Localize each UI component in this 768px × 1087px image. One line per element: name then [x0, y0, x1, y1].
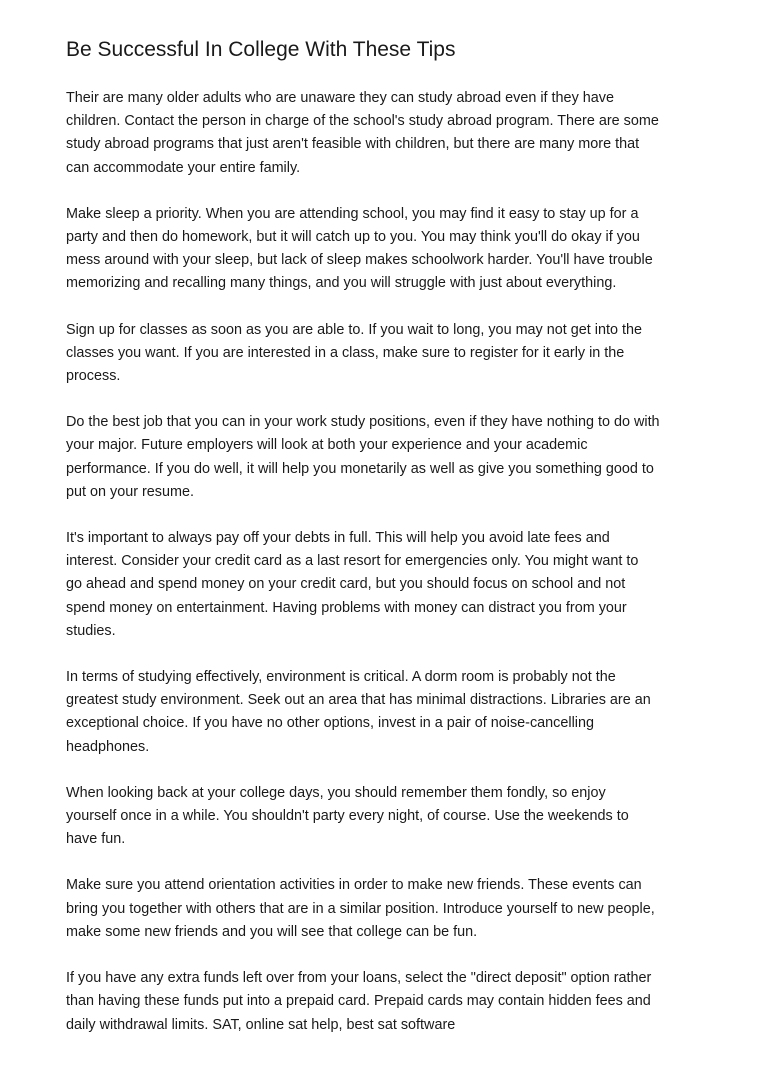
- paragraph-work-study: Do the best job that you can in your work study positions, even if they have nothing to do with your major. Future employers will look at both your experience and your academic performance. If you do well, it will help you monetarily as well as give you something good to put on your resume.: [66, 414, 660, 500]
- paragraph-college-days: When looking back at your college days, you should remember them fondly, so enjoy yourself once in a while. You shouldn't party every night, of course. Use the weekends to have fun.: [66, 784, 629, 848]
- paragraph-sleep: Make sleep a priority. When you are attending school, you may find it easy to stay up for a party and then do homework, but it will catch up to you. You may think you'll do okay if you mess around with your sleep, but lack of sleep makes schoolwork harder. You'll have trouble memorizing and recalling many things, and you will struggle with just about everything.: [66, 205, 653, 292]
- paragraph-study-environment: In terms of studying effectively, environment is critical. A dorm room is probably not the greatest study environment. Seek out an area that has minimal distractions. Libraries are an exceptional choice. If you have no other options, invest in a pair of noise-cancelling headphones.: [66, 669, 651, 755]
- paragraph-study-abroad: Their are many older adults who are unaware they can study abroad even if they have children. Contact the person in charge of the school's study abroad program. There are some study abroad programs that just aren't feasible with children, but there are many more that can accommodate your entire family.: [66, 90, 659, 176]
- document-body: [66, 87, 716, 1060]
- paragraph-class-signup: Sign up for classes as soon as you are able to. If you wait to long, you may not get into the classes you want. If you are interested in a class, make sure to register for it early in the process.: [66, 321, 642, 385]
- paragraph-extra-funds: If you have any extra funds left over from your loans, select the "direct deposit" option rather than having these funds put into a prepaid card. Prepaid cards may contain hidden fees and daily withdrawal limits. SAT, online sat help, best sat software: [66, 970, 652, 1033]
- paragraph-orientation: Make sure you attend orientation activities in order to make new friends. These events can bring you together with others that are in a similar position. Introduce yourself to new people, make some new friends and you will see that college can be fun.: [66, 877, 655, 940]
- paragraph-debts: It's important to always pay off your debts in full. This will help you avoid late fees and interest. Consider your credit card as a last resort for emergencies only. You might want to go ahead and spend money on your credit card, but you should focus on school and not spend money on entertainment. Having problems with money can distract you from your studies.: [66, 530, 639, 639]
- document-title: Be Successful In College With These Tips: [66, 38, 456, 61]
